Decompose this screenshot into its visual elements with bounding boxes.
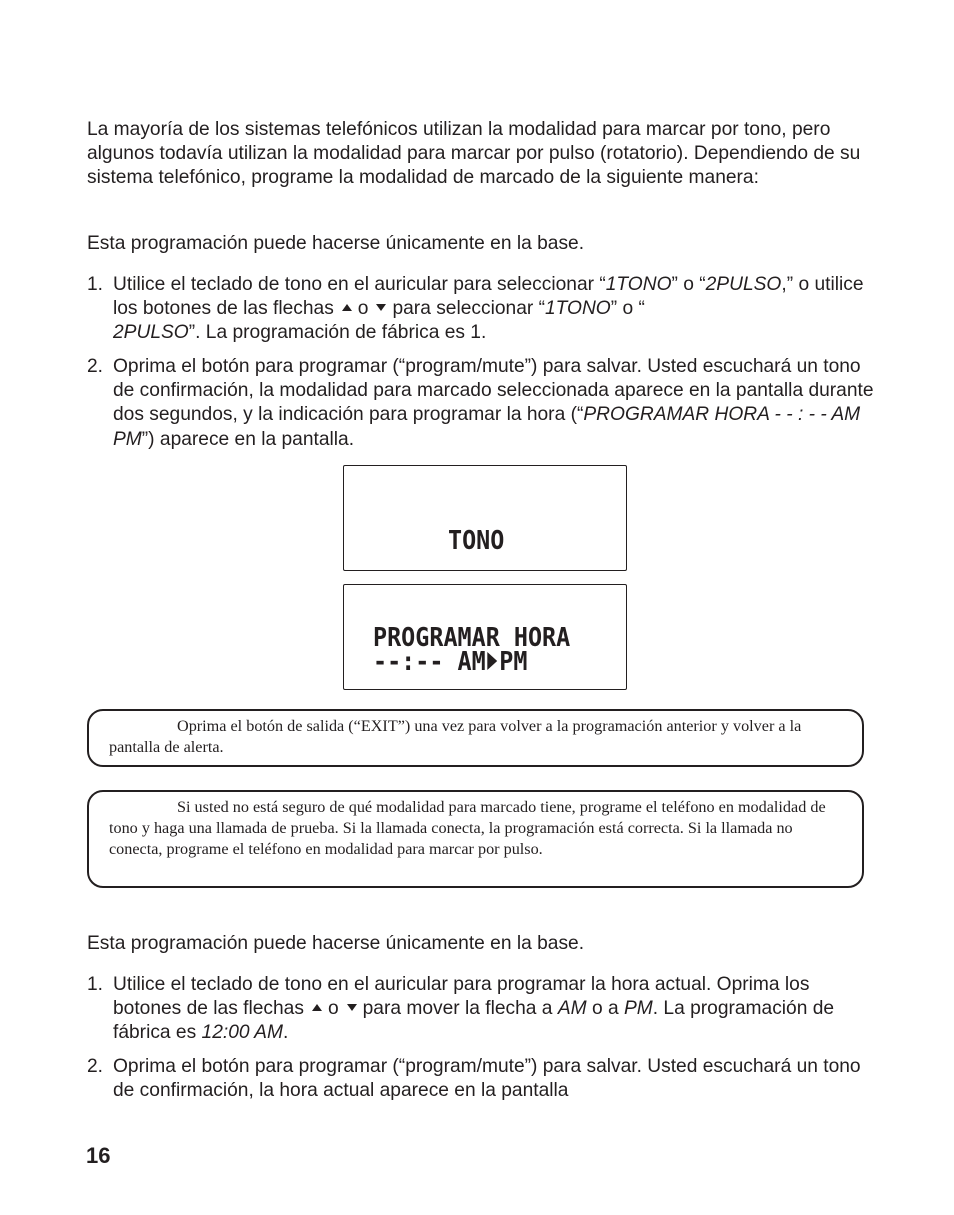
step-text: Oprima el botón para programar (“program/mute”) para salvar. Usted escuchará un tono de confirmación, la hora actual aparece en la pantalla xyxy=(113,1056,861,1102)
lcd-time-line xyxy=(373,649,527,675)
time-step-1 xyxy=(87,973,877,1046)
up-arrow-icon xyxy=(312,1004,322,1011)
exit-note-box xyxy=(87,709,864,767)
down-arrow-icon xyxy=(376,304,386,311)
default-time: 12:00 AM xyxy=(201,1022,283,1044)
lcd-display-programar-hora xyxy=(343,584,627,690)
option-pulso: 2PULSO xyxy=(705,274,782,295)
page-number: 16 xyxy=(86,1143,111,1168)
step-number: 1. xyxy=(87,974,104,995)
step-number: 2. xyxy=(87,1056,104,1077)
base-only-note: Esta programación puede hacerse únicamente en la base. xyxy=(87,233,585,254)
dial-mode-tip-box xyxy=(87,790,864,888)
step-text: o utilice los botones de las flechas xyxy=(113,274,864,320)
display-prompt-text: PROGRAMAR HORA - - : - - AM PM xyxy=(113,404,861,450)
step-text: Utilice el teclado de tono en el auricular para seleccionar “ xyxy=(113,274,606,295)
down-arrow-icon xyxy=(347,1004,357,1011)
step-text: o a xyxy=(591,998,619,1020)
dial-mode-tip-text: Si usted no está seguro de qué modalidad para marcado tiene, programe el teléfono en modalidad de tono y haga una llamada de prueba. Si la llamada conecta, la programación está correcta. Si la llamada no conecta, programe el teléfono en modalidad para marcar por pulso. xyxy=(109,798,826,858)
dial-step-1 xyxy=(87,273,877,346)
option-pulso: 2PULSO xyxy=(113,322,189,344)
lcd-display-tono xyxy=(343,465,627,571)
lcd-text-programar-hora: PROGRAMAR HORA xyxy=(373,623,571,653)
option-tono: 1TONO xyxy=(605,274,672,295)
step-text: ”. La programación de fábrica es 1. xyxy=(188,322,487,344)
step-number: 1. xyxy=(87,274,104,295)
step-text: para mover la flecha a xyxy=(362,998,553,1020)
step-text: o xyxy=(357,298,369,320)
up-arrow-icon xyxy=(342,304,352,311)
step-text: . xyxy=(282,1022,289,1044)
lcd-text-tono: TONO xyxy=(448,526,505,556)
step-text: Utilice el teclado de tono en el auricular para programar la hora actual. Oprima los botones de las flechas xyxy=(113,974,810,1020)
pointer-arrow-icon xyxy=(488,652,498,670)
step-text: . La programación de fábrica es xyxy=(113,998,835,1044)
am-label: AM xyxy=(557,998,587,1020)
time-step-2 xyxy=(87,1055,877,1103)
step-text: ” o “ xyxy=(610,298,645,320)
step-text: para seleccionar “ xyxy=(392,298,545,320)
lcd-pm: PM xyxy=(499,647,528,677)
time-base-only-note: Esta programación puede hacerse únicamente en la base. xyxy=(87,933,585,954)
dial-step-2 xyxy=(87,355,877,452)
option-tono: 1TONO xyxy=(544,298,611,320)
lcd-time: --:-- xyxy=(373,647,444,677)
lcd-am: AM xyxy=(457,647,486,677)
step-text: ”) aparece en la pantalla. xyxy=(141,428,355,450)
step-text: Oprima el botón para programar (“program/mute”) para salvar. Usted escuchará un tono de confirmación, la modalidad para marcado seleccionada aparece en la pantalla durante dos segundos, y la indicación para programar la hora (“ xyxy=(113,356,874,426)
step-number: 2. xyxy=(87,356,104,377)
pm-label: PM xyxy=(623,998,653,1020)
step-text: ” o “ xyxy=(671,274,706,295)
exit-note-text: Oprima el botón de salida (“EXIT”) una vez para volver a la programación anterior y volver a la pantalla de alerta. xyxy=(109,717,802,756)
step-text: o xyxy=(327,998,339,1020)
step-text: ,” xyxy=(781,274,794,295)
intro-paragraph: La mayoría de los sistemas telefónicos utilizan la modalidad para marcar por tono, pero algunos todavía utilizan la modalidad para marcar por pulso (rotatorio). Dependiendo de su sistema telefónico, programe la modalidad de marcado de la siguiente manera: xyxy=(87,119,861,189)
